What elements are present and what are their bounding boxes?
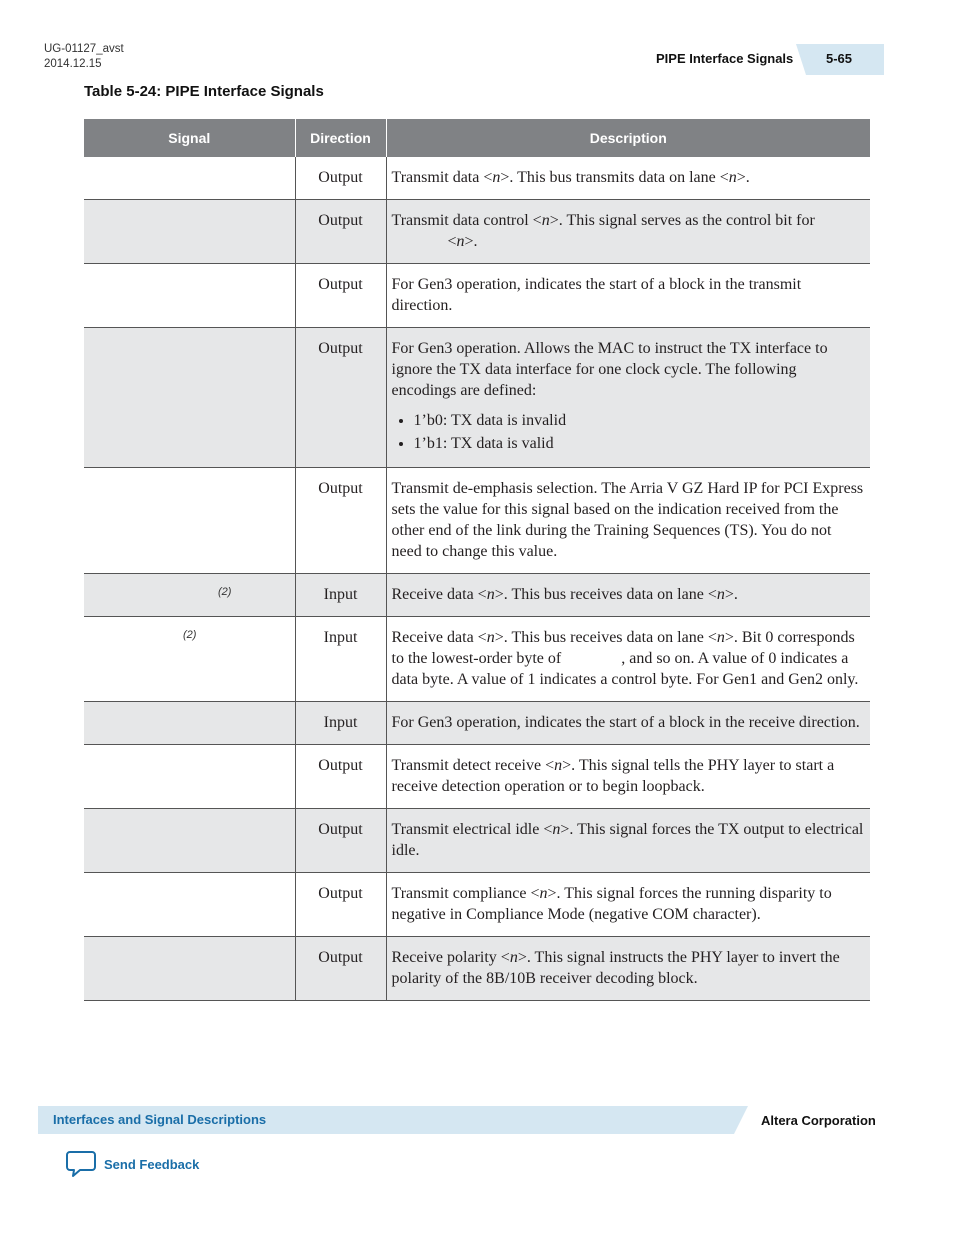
description-cell [386, 617, 870, 702]
description-cell [386, 264, 870, 328]
column-header-description: Description [386, 119, 870, 157]
signal-cell [84, 200, 295, 264]
description-cell [386, 574, 870, 617]
speech-bubble-icon [66, 1150, 96, 1178]
description-text: Transmit detect receive <n>. This signal tells the PHY layer to start a receive detection operation or to begin loopback. [391, 757, 835, 795]
table-header-row [84, 119, 870, 157]
description-cell [386, 809, 870, 873]
description-cell [386, 200, 870, 264]
footnote-marker: (2) [218, 586, 232, 598]
table-row [84, 745, 870, 809]
column-header-direction: Direction [295, 119, 386, 157]
signal-cell [84, 468, 295, 574]
signal-cell [84, 745, 295, 809]
direction-cell: Output [295, 468, 386, 574]
table-row [84, 702, 870, 745]
description-text: Transmit electrical idle <n>. This signal forces the TX output to electrical idle. [391, 821, 864, 859]
description-cell [386, 468, 870, 574]
description-text: Receive data <n>. This bus receives data on lane <n>. [391, 586, 738, 603]
direction-cell: Output [295, 745, 386, 809]
table-row [84, 809, 870, 873]
direction-cell: Output [295, 328, 386, 468]
signal-cell [84, 157, 295, 200]
description-text: Receive polarity <n>. This signal instructs the PHY layer to invert the polarity of the 8B/10B receiver decoding block. [391, 949, 840, 987]
description-cell [386, 328, 870, 468]
signal-cell [84, 264, 295, 328]
table-row [84, 574, 870, 617]
description-text: Transmit data <n>. This bus transmits data on lane <n>. [391, 169, 750, 186]
page-number: 5-65 [826, 51, 853, 66]
description-cell [386, 937, 870, 1001]
direction-cell: Output [295, 809, 386, 873]
footer-company: Altera Corporation [761, 1113, 876, 1128]
description-cell [386, 873, 870, 937]
description-text: Transmit compliance <n>. This signal forces the running disparity to negative in Compliance Mode (negative COM character). [391, 885, 832, 923]
description-text: Transmit data control <n>. This signal serves as the control bit for <n>. [391, 212, 815, 250]
footnote-marker: (2) [183, 629, 197, 641]
column-header-signal: Signal [84, 119, 295, 157]
table-row [84, 617, 870, 702]
table-row [84, 873, 870, 937]
description-text: For Gen3 operation. Allows the MAC to instruct the TX interface to ignore the TX data interface for one clock cycle. The following encodings are defined: [391, 340, 828, 399]
signal-cell [84, 617, 295, 702]
list-item: • 1’b1: TX data is valid [414, 433, 866, 454]
running-header-title: PIPE Interface Signals [656, 51, 794, 66]
table-row [84, 937, 870, 1001]
direction-cell: Output [295, 937, 386, 1001]
table-row [84, 264, 870, 328]
description-cell [386, 157, 870, 200]
table-body [84, 157, 870, 1001]
description-cell [386, 745, 870, 809]
description-text: For Gen3 operation, indicates the start of a block in the transmit direction. [391, 276, 802, 314]
doc-date: 2014.12.15 [44, 58, 102, 70]
description-text: Transmit de-emphasis selection. The Arria V GZ Hard IP for PCI Express sets the value for this signal based on the indication received from the other end of the link during the Training Sequences (TS). You do not need to change this value. [391, 480, 864, 560]
table-row [84, 328, 870, 468]
table-row [84, 157, 870, 200]
doc-number: UG-01127_avst [44, 43, 124, 55]
table-caption: Table 5-24: PIPE Interface Signals [84, 83, 324, 100]
send-feedback-label: Send Feedback [104, 1156, 200, 1172]
description-text: For Gen3 operation, indicates the start of a block in the receive direction. [391, 714, 860, 731]
direction-cell: Output [295, 873, 386, 937]
direction-cell: Input [295, 702, 386, 745]
signal-cell [84, 328, 295, 468]
send-feedback-link[interactable] [66, 1150, 199, 1178]
signal-cell [84, 809, 295, 873]
signal-cell [84, 702, 295, 745]
list-item: • 1’b0: TX data is invalid [414, 410, 866, 431]
direction-cell: Output [295, 157, 386, 200]
signal-cell [84, 873, 295, 937]
table-row [84, 468, 870, 574]
direction-cell: Output [295, 264, 386, 328]
description-text: Receive data <n>. This bus receives data on lane <n>. Bit 0 corresponds to the lowest-order byte of , and so on. A value of 0 indicates a data byte. A value of 1 indicates a control byte. For Gen1 and Gen2 only. [391, 629, 859, 688]
signal-cell [84, 937, 295, 1001]
description-cell [386, 702, 870, 745]
direction-cell: Input [295, 574, 386, 617]
direction-cell: Input [295, 617, 386, 702]
document-id [44, 42, 124, 72]
table-row [84, 200, 870, 264]
encoding-list [392, 410, 866, 454]
pipe-signals-table [84, 119, 870, 1001]
signal-cell [84, 574, 295, 617]
direction-cell: Output [295, 200, 386, 264]
footer-section-link[interactable]: Interfaces and Signal Descriptions [53, 1112, 267, 1127]
